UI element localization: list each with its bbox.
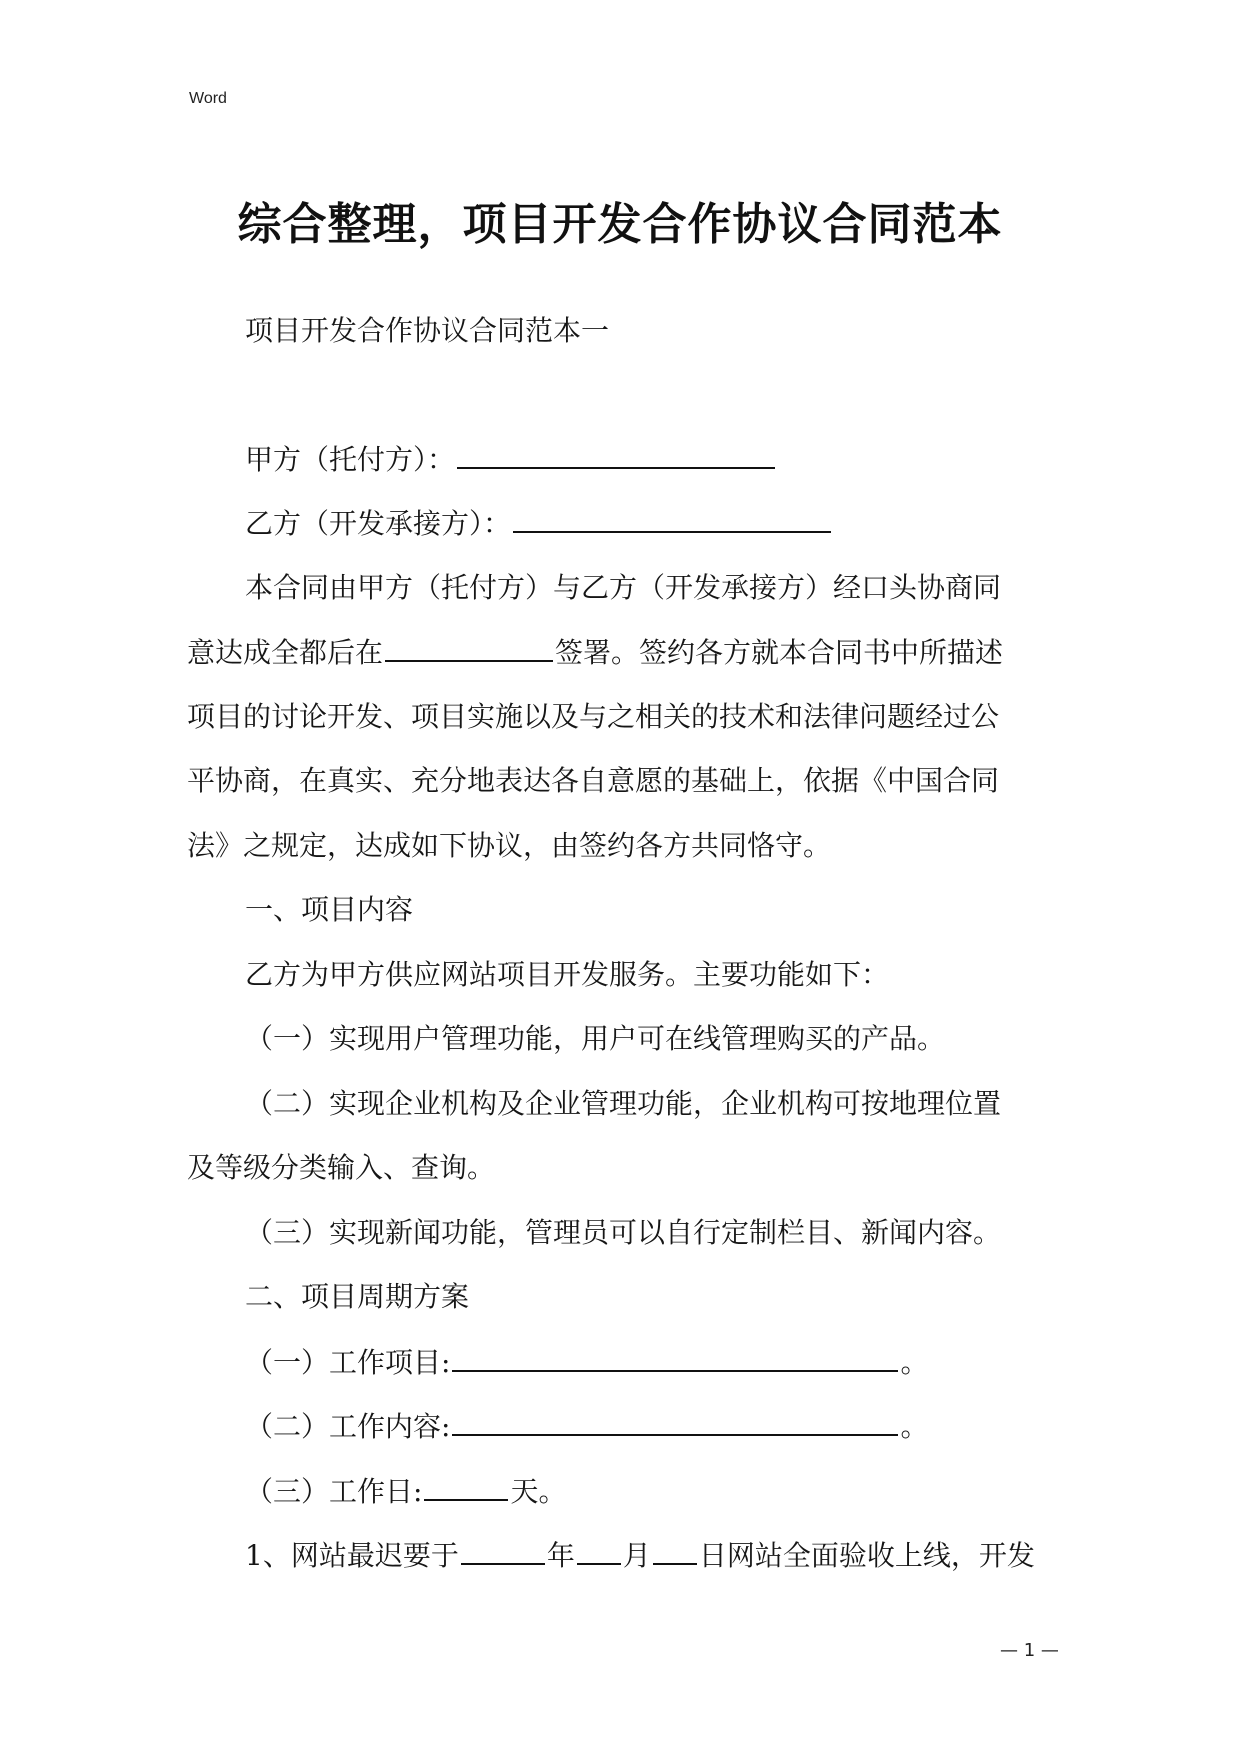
party-b-blank[interactable] bbox=[513, 503, 831, 533]
subtitle: 项目开发合作协议合同范本一 bbox=[245, 314, 610, 347]
intro-line-4: 平协商，在真实、充分地表达各自意愿的基础上，依据《中国合同 bbox=[187, 764, 1000, 797]
intro-line-3: 项目的讨论开发、项目实施以及与之相关的技术和法律问题经过公 bbox=[187, 700, 1000, 733]
deadline-year-label: 年 bbox=[546, 1539, 575, 1572]
deadline-year-blank[interactable] bbox=[461, 1535, 545, 1565]
document-title: 综合整理，项目开发合作协议合同范本 bbox=[237, 199, 1003, 250]
section1-item-1: （一）实现用户管理功能，用户可在线管理购买的产品。 bbox=[245, 1022, 946, 1055]
deadline-month-label: 月 bbox=[622, 1539, 651, 1572]
section1-desc: 乙方为甲方供应网站项目开发服务。主要功能如下： bbox=[245, 958, 890, 991]
work-item-blank[interactable] bbox=[452, 1342, 898, 1372]
deadline-suffix: 日网站全面验收上线，开发 bbox=[698, 1539, 1035, 1572]
section1-item-2-line-2: 及等级分类输入、查询。 bbox=[187, 1151, 496, 1184]
work-item-line bbox=[245, 1342, 928, 1383]
section1-heading: 一、项目内容 bbox=[245, 893, 414, 926]
deadline-prefix: 1、网站最迟要于 bbox=[245, 1539, 459, 1572]
intro-line-5: 法》之规定，达成如下协议，由签约各方共同恪守。 bbox=[187, 829, 832, 862]
intro-line-2-before: 意达成全都后在 bbox=[187, 636, 384, 669]
party-a-line bbox=[245, 439, 777, 480]
header-label: Word bbox=[189, 90, 227, 107]
deadline-day-blank[interactable] bbox=[653, 1535, 697, 1565]
work-days-line bbox=[245, 1471, 566, 1512]
section2-heading: 二、项目周期方案 bbox=[245, 1280, 470, 1313]
work-item-period: 。 bbox=[900, 1346, 929, 1379]
party-b-line bbox=[245, 503, 833, 544]
signing-place-blank[interactable] bbox=[385, 632, 553, 662]
work-content-line bbox=[245, 1406, 928, 1447]
work-content-blank[interactable] bbox=[452, 1406, 898, 1436]
deadline-month-blank[interactable] bbox=[577, 1535, 621, 1565]
page-number: — 1 — bbox=[1000, 1640, 1059, 1661]
party-a-blank[interactable] bbox=[457, 439, 775, 469]
party-b-label: 乙方（开发承接方）： bbox=[245, 507, 512, 540]
intro-line-2-after: 签署。签约各方就本合同书中所描述 bbox=[555, 636, 1004, 669]
work-days-label: （三）工作日: bbox=[245, 1475, 423, 1508]
section1-item-3: （三）实现新闻功能，管理员可以自行定制栏目、新闻内容。 bbox=[245, 1216, 1002, 1249]
intro-line-2 bbox=[187, 632, 1003, 673]
work-days-unit: 天。 bbox=[510, 1475, 567, 1508]
intro-line-1: 本合同由甲方（托付方）与乙方（开发承接方）经口头协商同 bbox=[245, 571, 1002, 604]
work-item-label: （一）工作项目: bbox=[245, 1346, 451, 1379]
work-content-period: 。 bbox=[900, 1410, 929, 1443]
work-content-label: （二）工作内容: bbox=[245, 1410, 451, 1443]
work-days-blank[interactable] bbox=[424, 1471, 508, 1501]
section1-item-2-line-1: （二）实现企业机构及企业管理功能，企业机构可按地理位置 bbox=[245, 1087, 1002, 1120]
deadline-line bbox=[245, 1535, 1035, 1576]
party-a-label: 甲方（托付方）： bbox=[245, 443, 456, 476]
